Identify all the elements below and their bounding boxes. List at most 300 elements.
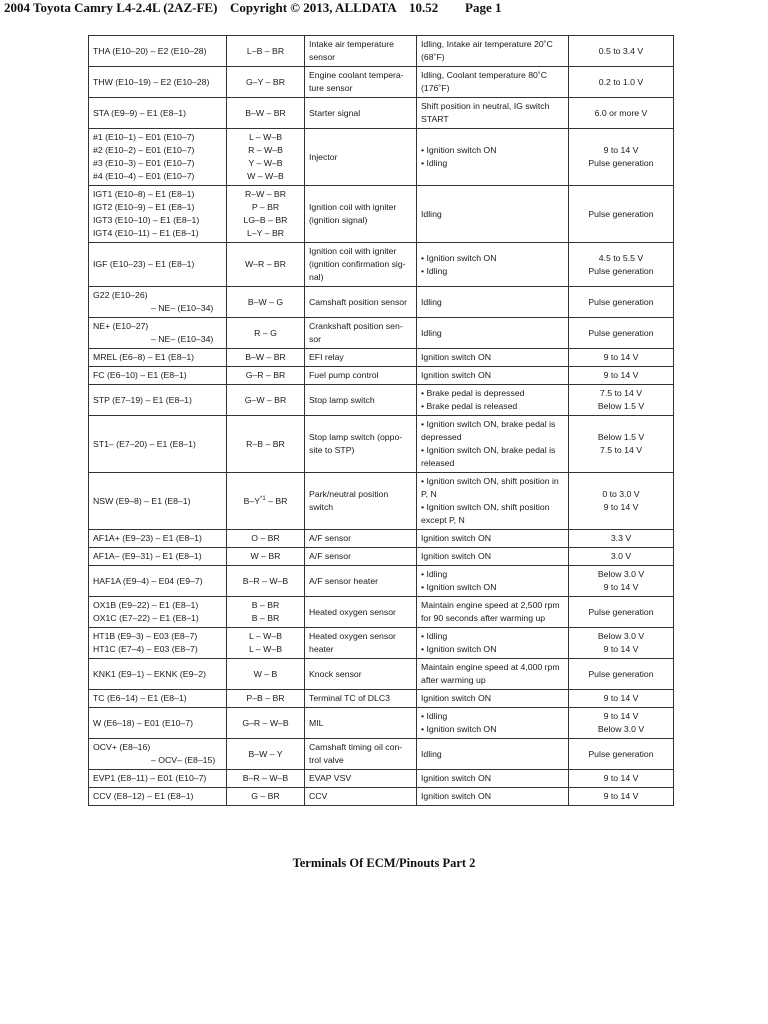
terminal-line: #3 (E10–3) – E01 (E10–7) (93, 158, 195, 168)
condition-line: (176˚F) (421, 83, 450, 93)
terminal-line: STA (E9–9) – E1 (E8–1) (93, 107, 187, 118)
specified-condition-cell (569, 243, 674, 287)
terminal-line: IGT4 (E10–11) – E1 (E8–1) (93, 228, 199, 238)
terminal-cell (89, 597, 227, 628)
terminal-cell (89, 36, 227, 67)
copyright-notice: Copyright © 2013, ALLDATA (230, 0, 397, 15)
terminal-line: IGF (E10–23) – E1 (E8–1) (93, 259, 195, 269)
terminal-cell (89, 129, 227, 186)
description-line: Starter signal (309, 107, 361, 118)
table-row (89, 628, 674, 659)
description-cell (305, 659, 417, 690)
specified-condition-line: Pulse generation (588, 158, 654, 168)
terminal-line: AF1A– (E9–31) – E1 (E8–1) (93, 551, 202, 561)
description-cell (305, 129, 417, 186)
terminal-line: CCV (E8–12) – E1 (E8–1) (93, 791, 194, 801)
specified-condition-cell (569, 473, 674, 530)
wiring-color-cell (227, 349, 305, 367)
terminal-line: #2 (E10–2) – E01 (E10–7) (93, 145, 195, 155)
specified-condition-cell (569, 708, 674, 739)
table-row (89, 788, 674, 806)
specified-condition-cell (569, 349, 674, 367)
wiring-color-line: W – W–B (247, 171, 284, 181)
terminal-cell (89, 739, 227, 770)
condition-cell (417, 770, 569, 788)
description-cell (305, 690, 417, 708)
wiring-color-cell (227, 67, 305, 98)
condition-line: • Ignition switch ON (421, 724, 497, 734)
description-line: site to STP) (309, 445, 355, 455)
wiring-color-line: W – BR (250, 551, 281, 561)
table-row (89, 473, 674, 530)
wiring-color-line: W – B (253, 668, 278, 679)
description-line: CCV (309, 791, 328, 801)
terminal-line: AF1A+ (E9–23) – E1 (E8–1) (93, 533, 202, 543)
terminal-cell (89, 788, 227, 806)
description-line: Fuel pump control (309, 370, 379, 380)
wiring-color-line: R – G (254, 327, 277, 338)
condition-cell (417, 628, 569, 659)
wiring-color-line: B – BR (251, 613, 280, 623)
specified-condition-line: 0 to 3.0 V (602, 489, 640, 499)
wiring-color-line: B–R – W–B (242, 773, 289, 783)
condition-line: • Ignition switch ON (421, 644, 497, 654)
wiring-color-cell (227, 659, 305, 690)
terminal-cell (89, 287, 227, 318)
condition-cell (417, 36, 569, 67)
terminal-line: – NE– (E10–34) (151, 303, 214, 313)
terminal-line: IGT1 (E10–8) – E1 (E8–1) (93, 189, 195, 199)
description-cell (305, 770, 417, 788)
condition-line: (68˚F) (421, 52, 445, 62)
specified-condition-line: 7.5 to 14 V (599, 388, 643, 398)
condition-line: after warming up (421, 675, 486, 685)
description-cell (305, 243, 417, 287)
specified-condition-line: Pulse generation (588, 606, 654, 617)
condition-line: • Idling (421, 158, 448, 168)
condition-cell (417, 385, 569, 416)
wiring-color-cell (227, 416, 305, 473)
specified-condition-line: 9 to 14 V (603, 502, 639, 512)
table-row (89, 129, 674, 186)
specified-condition-cell (569, 770, 674, 788)
wiring-color-cell (227, 548, 305, 566)
description-cell (305, 530, 417, 548)
description-line: Park/neutral position (309, 489, 389, 499)
specified-condition-line: Pulse generation (588, 208, 654, 219)
description-line: EFI relay (309, 352, 344, 362)
terminal-cell (89, 659, 227, 690)
wiring-color-line: Y – W–B (248, 158, 283, 168)
pinout-table-body (89, 36, 674, 806)
wiring-color-line: L–B – BR (246, 45, 285, 56)
wiring-color-line: R–W – BR (244, 189, 287, 199)
terminal-cell (89, 473, 227, 530)
condition-line: • Brake pedal is released (421, 401, 518, 411)
condition-cell (417, 739, 569, 770)
wiring-color-cell (227, 530, 305, 548)
table-row (89, 67, 674, 98)
description-cell (305, 98, 417, 129)
description-line: Intake air temperature (309, 39, 394, 49)
description-line: Stop lamp switch (oppo- (309, 432, 403, 442)
specified-condition-line: 7.5 to 14 V (599, 445, 643, 455)
condition-cell (417, 690, 569, 708)
wiring-color-line: P–B – BR (246, 693, 285, 703)
wiring-color-cell (227, 318, 305, 349)
description-line: sensor (309, 52, 336, 62)
specified-condition-line: 3.3 V (610, 533, 632, 543)
specified-condition-cell (569, 367, 674, 385)
terminal-line: ST1– (E7–20) – E1 (E8–1) (93, 438, 196, 449)
specified-condition-line: Pulse generation (588, 327, 654, 338)
table-row (89, 659, 674, 690)
condition-line: Shift position in neutral, IG switch (421, 101, 550, 111)
specified-condition-line: 9 to 14 V (603, 582, 639, 592)
description-line: Injector (309, 151, 338, 162)
specified-condition-cell (569, 318, 674, 349)
condition-line: • Ignition switch ON (421, 145, 497, 155)
wiring-color-cell (227, 473, 305, 530)
terminal-cell (89, 548, 227, 566)
terminal-line: – OCV– (E8–15) (151, 755, 216, 765)
description-line: Stop lamp switch (309, 394, 375, 405)
specified-condition-cell (569, 788, 674, 806)
specified-condition-line: Pulse generation (588, 265, 654, 276)
terminal-cell (89, 318, 227, 349)
wiring-color-cell (227, 186, 305, 243)
condition-line: Idling (421, 208, 442, 219)
description-line: trol valve (309, 755, 344, 765)
specified-condition-cell (569, 416, 674, 473)
wiring-color-cell (227, 690, 305, 708)
condition-line: Idling (421, 748, 442, 759)
specified-condition-line: 0.5 to 3.4 V (598, 45, 644, 56)
wiring-color-line: B–W – Y (248, 748, 283, 759)
specified-condition-line: Below 3.0 V (597, 631, 645, 641)
wiring-color-line: W–R – BR (244, 259, 287, 269)
vehicle-title: 2004 Toyota Camry L4-2.4L (2AZ-FE) (4, 0, 218, 15)
wiring-color-cell (227, 287, 305, 318)
condition-cell (417, 530, 569, 548)
condition-line: except P, N (421, 515, 465, 525)
description-line: EVAP VSV (309, 773, 352, 783)
description-line: Heated oxygen sensor (309, 606, 396, 617)
wiring-color-cell (227, 566, 305, 597)
condition-cell (417, 318, 569, 349)
wiring-color-line: B–W – BR (245, 352, 286, 362)
condition-line: • Idling (421, 711, 448, 721)
table-row (89, 318, 674, 349)
wiring-color-cell (227, 788, 305, 806)
wiring-color-line: G – BR (251, 791, 280, 801)
terminal-line: FC (E6–10) – E1 (E8–1) (93, 370, 187, 380)
description-line: Camshaft timing oil con- (309, 742, 403, 752)
condition-line: Ignition switch ON (421, 352, 492, 362)
wiring-color-cell (227, 129, 305, 186)
terminal-line: IGT2 (E10–9) – E1 (E8–1) (93, 202, 195, 212)
wiring-color-line: L – W–B (249, 631, 282, 641)
condition-line: Ignition switch ON (421, 791, 492, 801)
specified-condition-cell (569, 287, 674, 318)
condition-line: • Idling (421, 631, 448, 641)
description-cell (305, 708, 417, 739)
description-cell (305, 318, 417, 349)
wiring-color-cell (227, 36, 305, 67)
specified-condition-line: Below 3.0 V (597, 569, 645, 579)
terminal-line: HAF1A (E9–4) – E04 (E9–7) (93, 575, 203, 586)
wiring-color-line: B–W – G (247, 296, 284, 307)
specified-condition-line: Pulse generation (588, 296, 654, 307)
terminal-cell (89, 416, 227, 473)
terminal-line: #1 (E10–1) – E01 (E10–7) (93, 132, 195, 142)
condition-line: • Idling (421, 265, 448, 276)
wiring-color-cell (227, 770, 305, 788)
specified-condition-cell (569, 530, 674, 548)
wiring-color-cell (227, 243, 305, 287)
specified-condition-cell (569, 597, 674, 628)
condition-line: Idling, Intake air temperature 20˚C (421, 39, 553, 49)
specified-condition-cell (569, 186, 674, 243)
condition-line: • Ignition switch ON (421, 582, 497, 592)
wiring-color-cell (227, 597, 305, 628)
wiring-color-line: G–R – W–B (242, 717, 289, 728)
condition-line: Idling (421, 296, 442, 307)
specified-condition-cell (569, 385, 674, 416)
terminal-cell (89, 98, 227, 129)
condition-line: Ignition switch ON (421, 551, 492, 561)
condition-cell (417, 659, 569, 690)
description-cell (305, 186, 417, 243)
terminal-cell (89, 67, 227, 98)
description-line: Ignition coil with igniter (309, 202, 397, 212)
specified-condition-line: 9 to 14 V (603, 693, 639, 703)
condition-line: Maintain engine speed at 2,500 rpm (421, 600, 560, 610)
terminal-line: EVP1 (E8–11) – E01 (E10–7) (93, 773, 207, 783)
description-line: A/F sensor (309, 551, 352, 561)
terminal-line: STP (E7–19) – E1 (E8–1) (93, 394, 192, 405)
condition-cell (417, 597, 569, 628)
wiring-color-cell (227, 708, 305, 739)
condition-line: Ignition switch ON (421, 533, 492, 543)
specified-condition-cell (569, 67, 674, 98)
condition-cell (417, 67, 569, 98)
terminal-line: TC (E6–14) – E1 (E8–1) (93, 693, 187, 703)
condition-cell (417, 287, 569, 318)
description-line: Knock sensor (309, 668, 362, 679)
description-cell (305, 788, 417, 806)
specified-condition-cell (569, 566, 674, 597)
condition-cell (417, 416, 569, 473)
description-line: A/F sensor (309, 533, 352, 543)
condition-cell (417, 566, 569, 597)
terminal-cell (89, 367, 227, 385)
description-cell (305, 566, 417, 597)
specified-condition-line: Pulse generation (588, 668, 654, 679)
terminal-line: HT1C (E7–4) – E03 (E8–7) (93, 644, 198, 654)
wiring-color-line: B – BR (251, 600, 280, 610)
wiring-color-line: LG–B – BR (243, 215, 288, 225)
condition-line: Idling (421, 327, 442, 338)
specified-condition-cell (569, 36, 674, 67)
description-cell (305, 739, 417, 770)
description-cell (305, 416, 417, 473)
terminal-line: – NE– (E10–34) (151, 334, 214, 344)
wiring-color-cell (227, 628, 305, 659)
description-cell (305, 36, 417, 67)
terminal-line: OCV+ (E8–16) (93, 742, 151, 752)
table-row (89, 530, 674, 548)
condition-line: • Ignition switch ON (421, 252, 497, 263)
description-line: Terminal TC of DLC3 (309, 693, 390, 703)
condition-line: P, N (421, 489, 437, 499)
description-line: Heated oxygen sensor (309, 631, 396, 641)
wiring-color-cell (227, 385, 305, 416)
specified-condition-line: 9 to 14 V (603, 711, 639, 721)
ecm-pinout-table (88, 35, 674, 806)
specified-condition-cell (569, 548, 674, 566)
terminal-cell (89, 690, 227, 708)
description-line: heater (309, 644, 334, 654)
condition-cell (417, 129, 569, 186)
condition-line: Maintain engine speed at 4,000 rpm (421, 662, 560, 672)
condition-line: • Ignition switch ON, brake pedal is (421, 419, 556, 429)
description-cell (305, 628, 417, 659)
description-line: Camshaft position sensor (309, 296, 408, 307)
specified-condition-line: 4.5 to 5.5 V (598, 252, 644, 263)
page-number: Page 1 (465, 0, 502, 15)
specified-condition-cell (569, 659, 674, 690)
condition-cell (417, 788, 569, 806)
wiring-color-line: L–Y – BR (246, 228, 285, 238)
specified-condition-line: 9 to 14 V (603, 773, 639, 783)
condition-line: • Ignition switch ON, shift position in (421, 476, 559, 486)
specified-condition-line: 9 to 14 V (603, 644, 639, 654)
condition-line: released (421, 458, 455, 468)
terminal-line: OX1B (E9–22) – E1 (E8–1) (93, 600, 199, 610)
wiring-color-line: B–R – W–B (242, 575, 289, 586)
specified-condition-line: Below 3.0 V (597, 724, 645, 734)
wiring-color-line: B–W – BR (245, 107, 286, 118)
specified-condition-cell (569, 690, 674, 708)
footnote-marker: *1 (260, 495, 266, 502)
terminal-cell (89, 243, 227, 287)
condition-cell (417, 349, 569, 367)
wiring-color-cell (227, 98, 305, 129)
terminal-line: HT1B (E9–3) – E03 (E8–7) (93, 631, 198, 641)
terminal-cell (89, 770, 227, 788)
terminal-line: W (E6–18) – E01 (E10–7) (93, 717, 193, 728)
terminal-cell (89, 349, 227, 367)
wiring-color-line: L – W–B (249, 644, 282, 654)
condition-line: • Ignition switch ON, brake pedal is (421, 445, 556, 455)
table-row (89, 367, 674, 385)
document-header (4, 0, 764, 18)
terminal-line: MREL (E6–8) – E1 (E8–1) (93, 352, 195, 362)
table-row (89, 739, 674, 770)
wiring-color-cell (227, 739, 305, 770)
condition-line: • Ignition switch ON, shift position (421, 502, 550, 512)
wiring-color-line: P – BR (251, 202, 280, 212)
condition-cell (417, 98, 569, 129)
terminal-cell (89, 186, 227, 243)
condition-line: START (421, 114, 449, 124)
table-row (89, 36, 674, 67)
terminal-cell (89, 708, 227, 739)
description-line: A/F sensor heater (309, 575, 379, 586)
wiring-color-line: $B-Y^{*1}$ – BR (243, 495, 288, 506)
wiring-color-line: O – BR (251, 533, 280, 543)
description-line: nal) (309, 272, 324, 282)
version-number: 10.52 (409, 0, 439, 15)
table-row (89, 385, 674, 416)
description-line: ture sensor (309, 83, 353, 93)
terminal-line: KNK1 (E9–1) – EKNK (E9–2) (93, 668, 206, 679)
condition-cell (417, 367, 569, 385)
condition-line: Idling, Coolant temperature 80˚C (421, 70, 548, 80)
condition-cell (417, 186, 569, 243)
table-row (89, 243, 674, 287)
terminal-line: G22 (E10–26) (93, 290, 148, 300)
specified-condition-line: 9 to 14 V (603, 145, 639, 155)
terminal-line: THA (E10–20) – E2 (E10–28) (93, 45, 207, 56)
condition-cell (417, 473, 569, 530)
table-row (89, 566, 674, 597)
description-line: MIL (309, 717, 324, 728)
figure-caption: Terminals Of ECM/Pinouts Part 2 (292, 856, 476, 870)
specified-condition-line: 9 to 14 V (603, 370, 639, 380)
condition-cell (417, 243, 569, 287)
terminal-cell (89, 566, 227, 597)
condition-line: • Brake pedal is depressed (421, 388, 525, 398)
terminal-cell (89, 385, 227, 416)
wiring-color-cell (227, 367, 305, 385)
table-row (89, 690, 674, 708)
wiring-color-line: G–Y – BR (246, 76, 285, 87)
specified-condition-line: 9 to 14 V (603, 791, 639, 801)
description-cell (305, 367, 417, 385)
specified-condition-line: 9 to 14 V (603, 352, 639, 362)
terminal-line: THW (E10–19) – E2 (E10–28) (93, 76, 210, 87)
description-line: (ignition confirmation sig- (309, 259, 406, 269)
specified-condition-line: 0.2 to 1.0 V (598, 76, 644, 87)
wiring-color-line: G–R – BR (245, 370, 286, 380)
description-cell (305, 597, 417, 628)
terminal-line: NSW (E9–8) – E1 (E8–1) (93, 495, 191, 506)
table-row (89, 349, 674, 367)
description-line: switch (309, 502, 334, 512)
table-row (89, 416, 674, 473)
specified-condition-line: Below 1.5 V (597, 401, 645, 411)
specified-condition-cell (569, 628, 674, 659)
table-row (89, 186, 674, 243)
condition-line: Ignition switch ON (421, 370, 492, 380)
description-cell (305, 473, 417, 530)
terminal-line: #4 (E10–4) – E01 (E10–7) (93, 171, 195, 181)
specified-condition-line: Below 1.5 V (597, 432, 645, 442)
table-row (89, 548, 674, 566)
terminal-cell (89, 628, 227, 659)
description-cell (305, 349, 417, 367)
condition-cell (417, 548, 569, 566)
specified-condition-line: Pulse generation (588, 748, 654, 759)
terminal-line: OX1C (E7–22) – E1 (E8–1) (93, 613, 199, 623)
wiring-color-line: R – W–B (248, 145, 283, 155)
table-row (89, 287, 674, 318)
table-row (89, 770, 674, 788)
condition-line: Ignition switch ON (421, 773, 492, 783)
description-cell (305, 287, 417, 318)
